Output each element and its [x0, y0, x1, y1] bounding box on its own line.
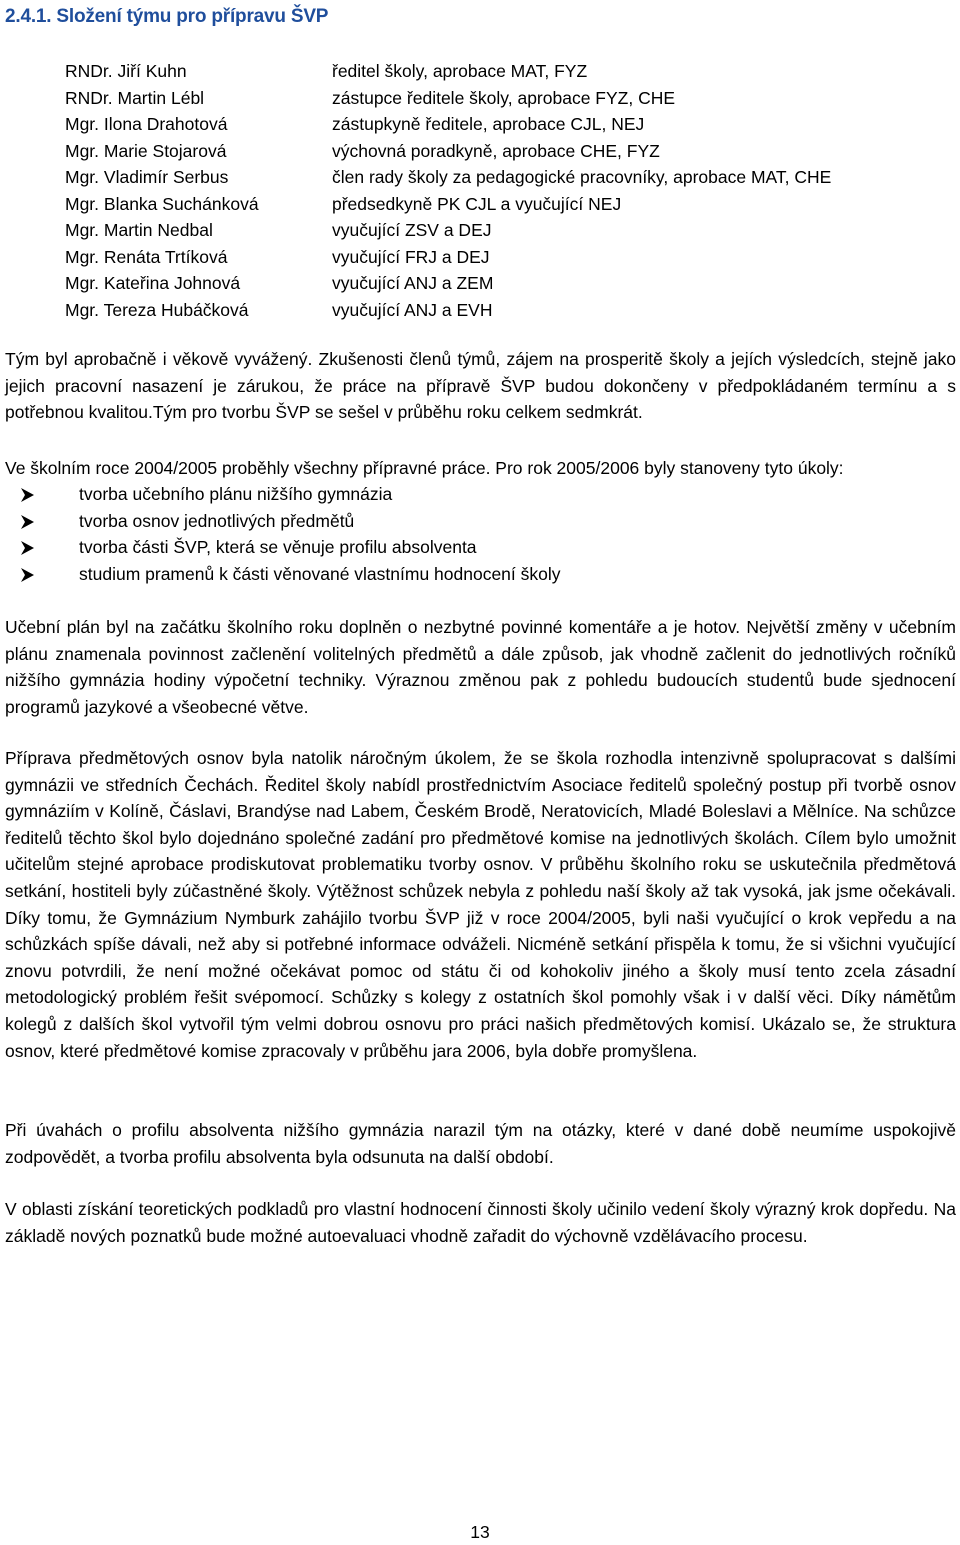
member-role: předsedkyně PK CJL a vyučující NEJ: [332, 193, 622, 214]
task-item: [5, 481, 561, 508]
task-label: studium pramenů k části věnované vlastnímu hodnocení školy: [79, 563, 561, 584]
arrow-bullet-icon: [19, 567, 35, 583]
member-role: zástupce ředitele školy, aprobace FYZ, CHE: [332, 87, 676, 108]
page-number: 13: [470, 1522, 490, 1542]
team-member-row: [65, 270, 945, 297]
member-role: vyučující FRJ a DEJ: [332, 246, 490, 267]
task-item: [5, 561, 561, 588]
paragraph-graduate-profile: Při úvahách o profilu absolventa nižšího gymnázia narazil tým na otázky, které v dané době neumíme uspokojivě zodpovědět, a tvorba profilu absolventa byla odsunuta na další období.: [5, 1120, 956, 1167]
paragraph-team-balance: Tým byl aprobačně i věkově vyvážený. Zkušenosti členů týmů, zájem na prosperitě školy a jejích výsledcích, stejně jako jejich pracovní nasazení je zárukou, že práce na přípravě ŠVP budou dokončeny v předpokládaném termínu a s potřebnou kvalitou.Tým pro tvorbu ŠVP se sešel v průběhu roku celkem sedmkrát.: [5, 349, 956, 423]
task-label: tvorba osnov jednotlivých předmětů: [79, 510, 355, 531]
task-list: [5, 481, 561, 587]
task-label: tvorba části ŠVP, která se věnuje profilu absolventa: [79, 537, 477, 557]
team-list: [65, 58, 945, 323]
team-member-row: [65, 244, 945, 271]
task-item: [5, 508, 561, 535]
member-role: zástupkyně ředitele, aprobace CJL, NEJ: [332, 114, 645, 134]
member-role: vyučující ANJ a ZEM: [332, 273, 494, 293]
member-role: člen rady školy za pedagogické pracovníky, aprobace MAT, CHE: [332, 167, 832, 187]
member-name: Mgr. Vladimír Serbus: [65, 167, 229, 187]
paragraph-preparatory-work: Ve školním roce 2004/2005 proběhly všechny přípravné práce. Pro rok 2005/2006 byly stanoveny tyto úkoly:: [5, 458, 844, 478]
arrow-bullet-icon: [19, 487, 35, 503]
arrow-bullet-icon: [19, 540, 35, 556]
member-name: RNDr. Martin Lébl: [65, 87, 205, 108]
arrow-bullet-icon: [19, 514, 35, 530]
member-role: výchovná poradkyně, aprobace CHE, FYZ: [332, 140, 660, 161]
team-member-row: [65, 297, 945, 324]
team-member-row: [65, 111, 945, 138]
member-name: RNDr. Jiří Kuhn: [65, 61, 187, 81]
team-member-row: [65, 217, 945, 244]
team-member-row: [65, 191, 945, 218]
team-member-row: [65, 85, 945, 112]
task-item: [5, 534, 561, 561]
member-role: vyučující ANJ a EVH: [332, 299, 493, 320]
member-role: ředitel školy, aprobace MAT, FYZ: [332, 61, 588, 81]
member-name: Mgr. Marie Stojarová: [65, 140, 227, 161]
member-role: vyučující ZSV a DEJ: [332, 220, 492, 240]
paragraph-self-evaluation: V oblasti získání teoretických podkladů pro vlastní hodnocení činnosti školy učinilo vedení školy výrazný krok dopředu. Na základě nových poznatků bude možné autoevaluaci vhodně zařadit do výchovně vzdělávacího procesu.: [5, 1199, 956, 1246]
team-member-row: [65, 164, 945, 191]
team-member-row: [65, 58, 945, 85]
member-name: Mgr. Renáta Trtíková: [65, 246, 228, 267]
member-name: Mgr. Kateřina Johnová: [65, 273, 241, 293]
member-name: Mgr. Blanka Suchánková: [65, 193, 259, 214]
section-heading: 2.4.1. Složení týmu pro přípravu ŠVP: [5, 6, 329, 27]
task-label: tvorba učebního plánu nižšího gymnázia: [79, 484, 393, 504]
paragraph-subject-syllabi: Příprava předmětových osnov byla natolik náročným úkolem, že se škola rozhodla intenzivně spolupracovat s dalšími gymnázii ve středních Čechách. Ředitel školy nabídl prostřednictvím Asociace ředitelů společný postup při tvorbě osnov gymnáziím v Kolíně, Čáslavi, Brandýse nad Labem, Českém Brodě, Neratovicích, Mladé Boleslavi a Mělníce. Na schůzce ředitelů těchto škol bylo dojednáno společné zadání pro předmětové komise na jednotlivých školách. Cílem bylo umožnit učitelům stejné aprobace prodiskutovat problematiku tvorby osnov. V průběhu školního roku se uskutečnila předmětová setkání, hostiteli byly zúčastněné školy. Výtěžnost schůzek nebyla z pohledu naší školy až tak vysoká, jak jsme očekávali. Díky tomu, že Gymnázium Nymburk zahájilo tvorbu ŠVP již v roce 2004/2005, byli naši vyučující o krok vepředu a na schůzkách spíše dávali, než aby si potřebné informace odváželi. Nicméně setkání přispěla k tomu, že si všichni vyučující znovu potvrdili, že není možné očekávat pomoc od státu či od kohokoliv jiného a školy musí tento zcela zásadní metodologický problém řešit svépomocí. Schůzky s kolegy z ostatních škol pomohly však i v další věci. Díky námětům kolegů z dalších škol vytvořil tým velmi dobrou osnovu pro práci našich předmětových komisí. Ukázalo se, že struktura osnov, které předmětové komise zpracovaly v průběhu jara 2006, byla dobře promyšlena.: [5, 748, 956, 1061]
member-name: Mgr. Martin Nedbal: [65, 220, 213, 240]
team-member-row: [65, 138, 945, 165]
paragraph-curriculum: Učební plán byl na začátku školního roku doplněn o nezbytné povinné komentáře a je hotov. Největší změny v učebním plánu znamenala povinnost začlenění volitelných předmětů a dále způsob, jak vhodně začlenit do jednotlivých ročníků nižšího gymnázia hodiny výpočetní techniky. Výraznou změnou pak z pohledu budoucích studentů bude sjednocení programů jazykové a všeobecné větve.: [5, 617, 956, 717]
member-name: Mgr. Tereza Hubáčková: [65, 299, 249, 320]
member-name: Mgr. Ilona Drahotová: [65, 114, 228, 134]
